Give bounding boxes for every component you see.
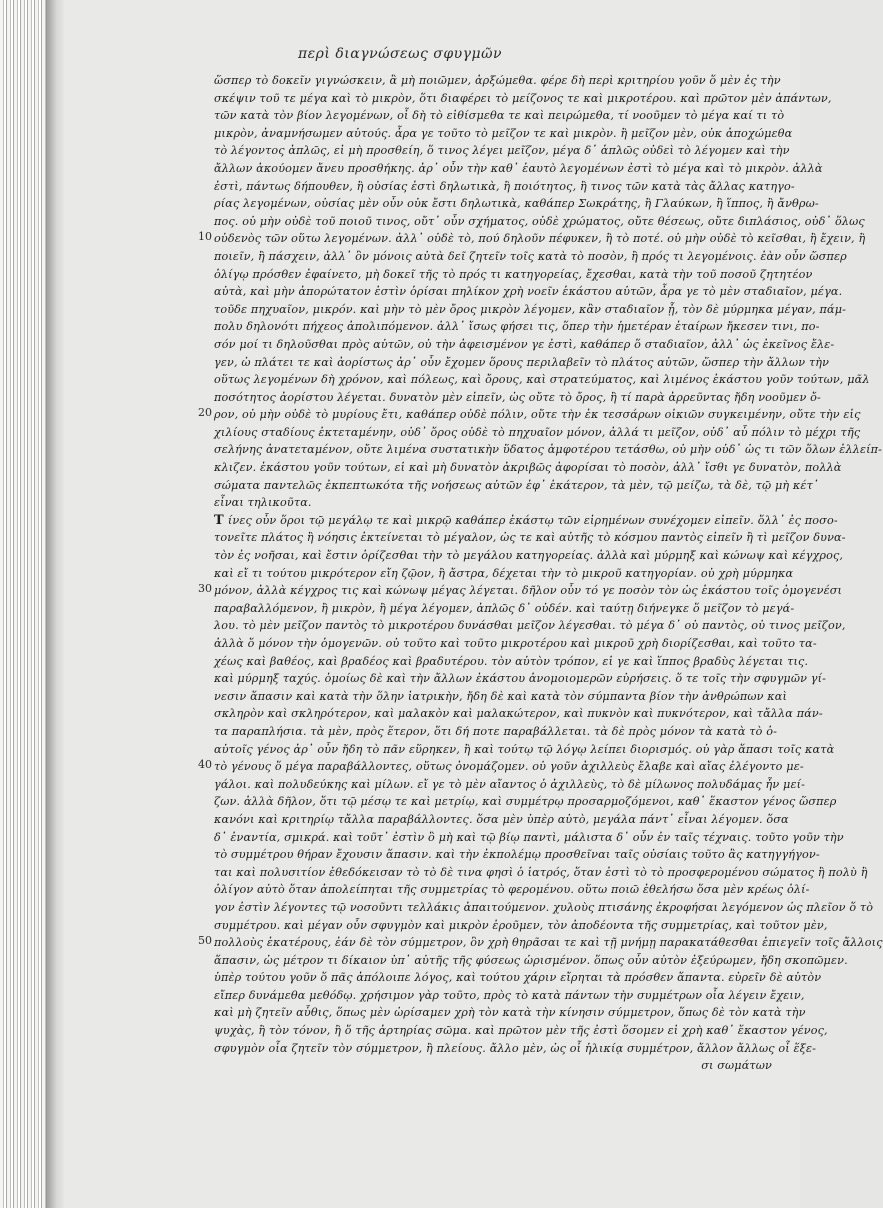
line-text: σόν μοί τι δηλοῦσθαι πρὸς αὐτῶν, οὐ τὴν ἀφεισμένον γε ἐστὶ, καθάπερ ὅ σταδιαῖον, ἀλλ᾽ ὡς ἐκεῖνος ἔλε-	[214, 337, 835, 351]
line-number: 30	[198, 582, 212, 596]
text-line	[214, 142, 790, 160]
text-line-row	[214, 969, 822, 987]
text-line	[214, 494, 782, 512]
text-line	[214, 741, 835, 759]
line-text: ἄλλων ἀκούομεν ἄνευ προσθήκης. ἀρ᾽ οὖν τὴν καθ᾽ ἑαυτὸ λεγομένων ἐστὶ τὸ μέγα καὶ τὸ μικρὸν. ἀλλὰ	[214, 161, 823, 175]
line-text: ρον, οὐ μὴν οὐδὲ τὸ μυρίους ἔτι, καθάπερ οὐδὲ πόλιν, οὔτε τὴν ἐκ τεσσάρων οἰκιῶν συγκειμένην, οὔτε τὴν εἰς	[214, 408, 861, 422]
text-line-row	[214, 635, 817, 653]
text-line	[214, 459, 842, 477]
text-line	[214, 371, 870, 389]
line-text: πολλοὺς ἑκατέρους, ἐάν δὲ τὸν σύμμετρον, ὃν χρὴ θηρᾶσαι τε καὶ τῇ μνήμῃ παρακατάθεσθαι ἐπιεγεῖν τοῖς ἄλλοις	[214, 936, 883, 950]
line-text: οὕτως λεγομένων δὴ χρόνον, καὶ πόλεως, καὶ ὄρους, καὶ στρατεύματος, καὶ λιμένος ἑκάστου γοῦν τούτων, μᾶλ	[214, 373, 870, 387]
text-line	[214, 723, 782, 741]
text-line	[214, 547, 844, 565]
line-text: ψυχὰς, ἢ τὸν τόνον, ἢ ὅ τῆς ἀρτηρίας σῶμα. καὶ πρῶτον μὲν τῆς ἐστὶ ὅσομεν εἰ χρὴ καθ᾽ ἕκαστον γένος,	[214, 1024, 828, 1038]
line-text: καὶ εἴ τι τούτου μικρότερον εἴη ζῷον, ἢ ἄστρα, δέχεται τὴν τὸ μικροῦ κατηγορίαν. οὐ χρὴ μύρμηκα	[214, 566, 794, 580]
line-text: δ᾽ ἐναντία, σμικρά. καὶ τοῦτ᾽ ἐστὶν ὃ μὴ καὶ τῷ βίῳ παντὶ, μάλιστα δ᾽ οὖν ἐν ταῖς τέχναις. τοῦτο γοῦν τὴν	[214, 830, 844, 844]
text-line	[214, 600, 795, 618]
text-line-row	[214, 776, 806, 794]
text-line	[214, 266, 813, 284]
text-line-row	[214, 1040, 817, 1058]
text-line	[214, 424, 861, 442]
text-line	[214, 283, 843, 301]
text-line-row	[214, 793, 837, 811]
line-text: ὀλίγῳ πρόσθεν ἐφαίνετο, μὴ δοκεῖ τῆς τὸ πρός τι κατηγορείας, ἔχεσθαι, κατὰ τὴν τοῦ ποσοῦ ζητητέον	[214, 267, 813, 281]
text-line-row	[214, 354, 830, 372]
text-line-row	[214, 336, 835, 354]
text-line	[214, 477, 819, 495]
text-line	[214, 969, 822, 987]
text-line	[214, 846, 820, 864]
line-text: γον ἐστὶν λέγοντες τῷ νοσοῦντι τελλάκις ἀπαιτούμενον. χυλοὺς πτισάνης ἐκροφήσαι λεγόμενον ὡς πλεῖον ὅ τὸ	[214, 900, 874, 914]
text-line	[214, 1022, 828, 1040]
text-line-row	[198, 230, 866, 248]
line-text: χιλίους σταδίους ἐκτεταμένην, οὐδ᾽ ὅρος οὐδὲ τὸ πηχυαῖον μόνον, ἀλλά τι μεῖζον, οὐδ᾽ αὖ πόλιν τὸ μέχρι τῆς	[214, 425, 861, 439]
line-text: ρίας λεγομένων, οὐσίας μὲν οὖν οὐκ ἔστι δηλωτικὰ, καθάπερ Σωκράτης, ἢ Γλαύκων, ἢ ἵππος, ἢ ἄνθρω-	[214, 197, 819, 211]
text-line	[214, 512, 838, 530]
text-line	[214, 72, 782, 90]
text-line	[214, 441, 883, 459]
text-line-row	[214, 617, 846, 635]
line-text: σελήνης ἀνατεταμένον, οὔτε λιμένα συστατικὴν ὕδατος ἀμφοτέρου τετάσθω, οὐ μὴν οὐδ᾽ ὡς τι τῶν ὅλων ἐλλείπ-	[214, 443, 883, 457]
text-line-row	[214, 459, 842, 477]
line-text: σκληρὸν καὶ σκληρότερον, καὶ μαλακὸν καὶ μαλακώτερον, καὶ πυκνὸν καὶ πυκνότερον, καὶ τἄλλα πάν-	[214, 707, 823, 721]
text-line	[214, 653, 809, 671]
text-line-row	[214, 864, 868, 882]
line-text: τῶν κατὰ τὸν βίον λεγομένων, οἷ δὴ τὸ εἰθίσμεθα τε καὶ πειρώμεθα, τί νοοῦμεν τὸ μέγα καί τι τὸ	[214, 109, 785, 123]
line-text: μόνον, ἀλλὰ κέγχρος τις καὶ κώνωψ μέγας λέγεται. δῆλον οὖν τό γε ποσὸν τὸν ὡς ἑκάστου τοῖς ὁμογενέσι	[214, 584, 843, 598]
line-text: ἀλλὰ ὅ μόνον τὴν ὁμογενῶν. οὐ τοῦτο καὶ τοῦτο μικροτέρου καὶ μικροῦ χρὴ διορίζεσθαι, καὶ τοῦτο τα-	[214, 637, 817, 650]
text-line-row	[214, 512, 838, 530]
text-line	[214, 934, 883, 952]
text-line-row	[214, 266, 813, 284]
text-line-row	[214, 670, 827, 688]
line-text: εἶναι τηλικοῦτα.	[214, 496, 312, 510]
text-line	[214, 811, 789, 829]
line-text: ποσότητος ἀορίστου λέγεται. δυνατὸν μὲν εἰπεῖν, ὡς οὔτε τὸ ὄρος, ἢ τί παρὰ ἀρρεῦντας ἤδη νοοῦμεν ὄ-	[214, 390, 821, 404]
text-line	[214, 670, 827, 688]
text-line-row	[214, 881, 810, 899]
line-text: λου. τὸ μὲν μεῖζον παντὸς τὸ μικροτέρου δυνάσθαι μεῖζον λέγεσθαι. τὸ μέγα δ᾽ οὐ παντὸς, οὐ τινος μεῖζον,	[214, 619, 846, 633]
text-line	[214, 793, 837, 811]
text-line	[214, 1004, 806, 1022]
line-text: γεν, ὡ πλάτει τε καὶ ἀορίστως ἀρ᾽ οὖν ἔχομεν ὅρους περιλαβεῖν τὸ πλάτος αὐτῶν, ὥσπερ τὴν ἄλλων τὴν	[214, 355, 830, 369]
line-text: κανόνι καὶ κριτηρίῳ τἄλλα παραβάλλοντες. ὅσα μὲν ὑπὲρ αὐτὸ, μεγάλα πάντ᾽ εἶναι λέγομεν. ὅσα	[214, 812, 789, 826]
text-line-row	[214, 1004, 806, 1022]
text-line-row	[214, 441, 883, 459]
text-line-row	[214, 565, 794, 583]
text-line-row	[214, 301, 847, 319]
line-text: πολυ δηλονότι πήχεος ἀπολιπόμενον. ἀλλ᾽ ἴσως φήσει τις, ὅπερ τὴν ἡμετέραν ἑταίρων ἤκεσεν τινι, πο-	[214, 320, 820, 334]
running-head: περὶ διαγνώσεως σφυγμῶν	[297, 46, 503, 62]
text-line	[214, 864, 868, 882]
text-line	[214, 1057, 782, 1075]
line-text: ὥσπερ τὸ δοκεῖν γιγνώσκειν, ἃ μὴ ποιῶμεν, ἀρξώμεθα. φέρε δὴ περὶ κριτηρίου γοῦν ὅ μὲν ἐς τὴν	[214, 74, 781, 87]
line-text: σώματα παντελῶς ἐκπεπτωκότα τῆς νοήσεως αὐτῶν ἐφ᾽ ἑκάτερον, τὰ μὲν, τῷ μείζω, τὰ δὲ, τῷ μὴ κέτ᾽	[214, 478, 819, 492]
text-line-row	[214, 125, 793, 143]
text-line	[214, 389, 821, 407]
line-text: ίνες οὖν ὅροι τῷ μεγάλῳ τε καὶ μικρῷ καθάπερ ἑκάστῳ τῶν εἰρημένων συνέχομεν εἰπεῖν. ὅλλ᾽ ἐς ποσο-	[227, 513, 838, 527]
text-line-row	[214, 90, 832, 108]
line-text: τοῦδε πηχυαῖον, μικρόν. καὶ μὴν τὸ μὲν ὄρος μικρὸν λέγομεν, κἂν σταδιαῖον ᾖ, τὸν δὲ μύρμηκα μέγαν, πάμ-	[214, 302, 847, 316]
text-line	[214, 230, 866, 248]
line-text: αὐτὰ, καὶ μὴν ἀπορώτατον ἐστὶν ὁρίσαι πηλίκον χρὴ νοεῖν ἑκάστου αὐτῶν, ἆρα γε τὸ μὲν σταδιαῖον, μέγα.	[214, 285, 843, 299]
text-line	[214, 354, 830, 372]
text-line-row	[214, 723, 782, 741]
text-line-row	[214, 477, 819, 495]
text-line-row	[198, 406, 861, 424]
text-line	[214, 125, 793, 143]
line-text: συμμέτρου. καὶ μέγαν οὖν σφυγμὸν καὶ μικρὸν ἐροῦμεν, τὸν ἀποδέοντα τῆς συμμετρίας, καὶ τοῦτον μὲν,	[214, 918, 828, 932]
text-line-row	[214, 160, 823, 178]
line-text: τονεῖτε πλάτος ἢ νόησις ἐκτείνεται τὸ μέγαλον, ὡς τε καὶ αὐτῆς τὸ κόσμου παντὸς εἰπεῖν ἢ τὶ μεῖζον δυνα-	[214, 531, 846, 545]
text-line	[214, 635, 817, 653]
text-line	[214, 406, 861, 424]
line-text: καὶ μύρμηξ ταχύς. ὁμοίως δὲ καὶ τὴν ἄλλων ἑκάστου ἀνομοιομερῶν εὑρήσεις. ὅ τε τοῖς τὴν σφυγμῶν γί-	[214, 672, 827, 686]
line-text: καὶ μὴ ζητεῖν αὖθις, ὅπως μὲν ὡρίσαμεν χρὴ τὸν κατὰ τὴν κίνησιν σύμμετρον, ὅπως δὲ τὸν κατὰ τὴν	[214, 1006, 806, 1020]
text-line	[214, 90, 832, 108]
text-line	[214, 705, 823, 723]
text-line-row	[214, 389, 821, 407]
text-line-row	[214, 1022, 828, 1040]
line-text: ἐστὶ, πάντως δήπουθεν, ἢ οὐσίας ἐστὶ δηλωτικὰ, ἢ ποιότητος, ἢ τινος τῶν κατὰ τὰς ἄλλας κατηγο-	[214, 179, 795, 193]
text-line-row	[214, 917, 828, 935]
text-line	[214, 776, 806, 794]
line-text: χέως καὶ βαθέος, καὶ βραδέος καὶ βραδυτέρου. τὸν αὐτὸν τρόπον, εἰ γε καὶ ἵππος βραδὺς λέγεται τις.	[214, 654, 809, 668]
text-line-row	[214, 424, 861, 442]
text-line-row	[214, 248, 847, 266]
line-text: αὐτοῖς γένος ἀρ᾽ οὖν ἤδη τὸ πᾶν εὕρηκεν, ἢ καὶ τούτῳ τῷ λόγῳ λείπει διορισμός. οὐ γὰρ ἅπασι τοῖς κατὰ	[214, 742, 835, 756]
text-line-row	[214, 829, 844, 847]
text-line	[214, 318, 820, 336]
text-line	[214, 160, 823, 178]
text-line-row	[214, 600, 795, 618]
text-line-row	[214, 178, 795, 196]
line-text: σκέψιν τοῦ τε μέγα καὶ τὸ μικρὸν, ὅτι διαφέρει τὸ μείζονος τε καὶ μικροτέρου. καὶ πρῶτον μὲν ἁπάντων,	[214, 91, 832, 105]
line-text: γάλοι. καὶ πολυδεύκης καὶ μίλων. εἴ γε τὸ μὲν αἴαντος ὁ ἀχιλλεὺς, τὸ δὲ μίλωνος πολυδάμας ἦν μεί-	[214, 777, 806, 791]
text-line-row	[214, 705, 823, 723]
text-line	[214, 829, 844, 847]
line-text: μικρὸν, ἀναμνήσωμεν αὐτούς. ἆρα γε τοῦτο τὸ μεῖζον τε καὶ μικρὸν. ἢ μεῖζον μὲν, οὐκ ἀποχώμεθα	[214, 126, 793, 140]
text-line-row	[214, 107, 785, 125]
line-text: οὐδενὸς τῶν οὕτω λεγομένων. ἀλλ᾽ οὐδὲ τὸ, πού δηλοῦν πέφυκεν, ἢ τὸ ποτέ. οὐ μὴν οὐδὲ τὸ κεῖσθαι, ἢ ἔχειν, ἢ	[214, 232, 866, 246]
line-text: ται καὶ πολυσιτίον ἐθεδόκεισαν τὸ τὸ δὲ τινα φησὶ ὁ ἰατρός, ὅταν ἐστὶ τὸ τὸ προσφερομένου σώματος ἢ πολὺ ἢ	[214, 865, 868, 879]
text-line-row	[214, 283, 843, 301]
text-line-row	[214, 653, 809, 671]
line-text: παραβαλλόμενον, ἢ μικρὸν, ἢ μέγα λέγομεν, ἁπλῶς δ᾽ οὐδέν. καὶ ταύτῃ διήνεγκε ὅ μεῖζον τὸ μεγά-	[214, 601, 795, 615]
text-line-row	[214, 741, 835, 759]
text-line	[214, 688, 787, 706]
text-line	[214, 881, 810, 899]
text-line	[214, 917, 828, 935]
line-text: ὀλίγον αὐτὸ ὅταν ἀπολείπηται τῆς συμμετρίας τὸ φερομένου. οὕτω ποιῶ ἐθελήσω ὅσα μὲν κρέως ὀλί-	[214, 883, 810, 897]
text-line	[214, 758, 804, 776]
line-text: εἴπερ δυνάμεθα μεθόδῳ. χρήσιμον γὰρ τοῦτο, πρὸς τὸ κατὰ πάντων τὴν συμμέτρων οἷα λέγειν ἔχειν,	[214, 988, 805, 1002]
text-line-row	[214, 371, 870, 389]
line-number: 20	[198, 406, 212, 420]
text-line	[214, 336, 835, 354]
line-text: τὸν ἐς νοῆσαι, καὶ ἔστιν ὁρίζεσθαι τὴν τὸ μεγάλου κατηγορείας. ἀλλὰ καὶ μύρμηξ καὶ κώνωψ καὶ κέγχρος,	[214, 549, 844, 563]
text-line-row	[214, 1057, 782, 1075]
text-line	[214, 1040, 817, 1058]
line-text: τα παραπλήσια. τὰ μὲν, πρὸς ἕτερον, ὅτι δή ποτε παραβάλλεται. τὰ δὲ πρὸς μόνον τὰ κατὰ τὸ ὁ-	[214, 724, 778, 738]
text-line-row	[214, 846, 820, 864]
text-line	[214, 899, 874, 917]
text-line-row	[198, 758, 804, 776]
text-line-row	[214, 72, 782, 90]
line-text: πος. οὐ μὴν οὐδὲ τοῦ ποιοῦ τινος, οὔτ᾽ οὖν σχήματος, οὐδὲ χρώματος, οὔτε θέσεως, οὔτε διπλάσιος, οὐδ᾽ ὅλως	[214, 214, 865, 228]
text-line-row	[214, 142, 790, 160]
text-line	[214, 582, 843, 600]
text-line	[214, 248, 847, 266]
text-line-row	[198, 582, 843, 600]
line-text: νεσιν ἅπασιν καὶ κατὰ τὴν ὅλην ἰατρικὴν, ἤδη δὲ καὶ κατὰ τὸν σύμπαντα βίον τὴν ἀνθρώπων καὶ	[214, 689, 787, 703]
line-text: τὸ λέγοντος ἁπλῶς, εἰ μὴ προσθείη, ὅ τινος λέγει μεῖζον, μέγα δ᾽ ἁπλῶς οὐδεὶ τὸ λέγομεν καὶ τὴν	[214, 144, 790, 158]
text-line	[214, 213, 865, 231]
text-line-row	[214, 494, 782, 512]
text-line	[214, 952, 848, 970]
text-line	[214, 301, 847, 319]
text-line	[214, 565, 794, 583]
text-line-row	[214, 318, 820, 336]
text-line-row	[214, 987, 805, 1005]
text-line	[214, 529, 846, 547]
line-text: ποιεῖν, ἢ πάσχειν, ἀλλ᾽ ὃν μόνοις αὐτὰ δεῖ ζητεῖν τοῖς κατὰ τὸ ποσὸν, ἢ πρός τι λεγομένοις. ἐὰν οὖν ὥσπερ	[214, 249, 847, 263]
text-line	[214, 195, 819, 213]
line-text: κλιζεν. ἑκάστου γοῦν τούτων, εἰ καὶ μὴ δυνατὸν ἀκριβῶς ἀφορίσαι τὸ ποσὸν, ἀλλ᾽ ἴσθι γε δυνατὸν, πολλὰ	[214, 461, 842, 475]
line-text: ζων. ἀλλὰ δῆλον, ὅτι τῷ μέσῳ τε καὶ μετρίῳ, καὶ συμμέτρῳ προσαρμοζόμενοι, καθ᾽ ἕκαστον γένος ὥσπερ	[214, 795, 837, 809]
greek-text-block	[198, 72, 883, 1075]
text-line	[214, 178, 795, 196]
line-number: 10	[198, 230, 212, 244]
text-line	[214, 987, 805, 1005]
line-text: σφυγμὸν οἷα ζητεῖν τὸν σύμμετρον, ἢ πλείους. ἄλλο μὲν, ὡς οἷ ἡλικίᾳ συμμέτρον, ἄλλον ἄλλως οἷ ἕξε-	[214, 1041, 817, 1055]
text-line-row	[214, 213, 865, 231]
text-line-row	[214, 899, 874, 917]
line-text: ὑπὲρ τούτου γοῦν ὅ πᾶς ἀπόλοιπε λόγος, καὶ τούτου χάριν εἴρηται τὰ πρόσθεν ἅπαντα. εὑρεῖν δὲ αὐτὸν	[214, 971, 822, 985]
gutter-shadow	[46, 0, 64, 1208]
line-number: 50	[198, 934, 212, 948]
line-number: 40	[198, 758, 212, 772]
line-text: τὸ γένους ὅ μέγα παραβάλλοντες, οὕτως ὀνομάζομεν. οὐ γοῦν ἀχιλλεὺς ἔλαβε καὶ αἴας ἐλέγοντο με-	[214, 760, 804, 774]
text-line-row	[214, 547, 844, 565]
stacked-page-edges	[0, 0, 48, 1208]
text-line-row	[198, 934, 883, 952]
text-line-row	[214, 811, 789, 829]
text-line-row	[214, 195, 819, 213]
text-line	[214, 617, 846, 635]
text-line-row	[214, 529, 846, 547]
line-text: σι σωμάτων	[701, 1059, 772, 1073]
line-text: τὸ συμμέτρου θήραν ἔχουσιν ἅπασιν. καὶ τὴν ἐκπολέμῳ προσθεῖναι ταῖς οὐσίαις τοῦτο ἂς κατηγγήγον-	[214, 848, 820, 862]
line-text: ἅπασιν, ὡς μέτρον τι δίκαιον ὑπ᾽ αὐτῆς τῆς φύσεως ὡρισμένον. ὅπως οὖν αὐτὸν ἐξεύρωμεν, ἤδη σκοπῶμεν.	[214, 953, 848, 967]
text-line-row	[214, 952, 848, 970]
text-line	[214, 107, 785, 125]
text-line-row	[214, 688, 787, 706]
drop-capital: T	[214, 512, 224, 528]
